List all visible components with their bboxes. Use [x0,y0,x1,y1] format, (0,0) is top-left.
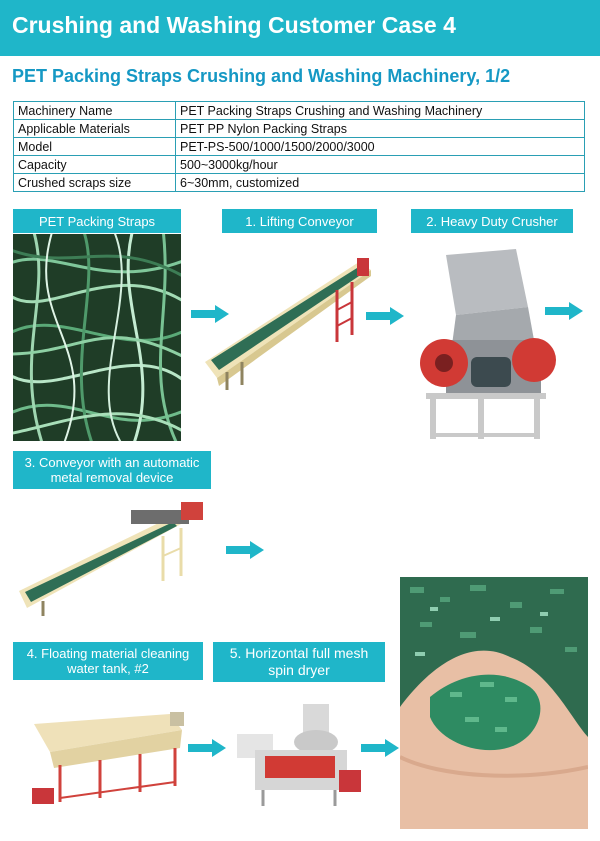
label-step-4 [13,642,203,680]
arrow-right-icon [545,302,583,325]
label-step-5-line1: 5. Horizontal full mesh [229,645,369,661]
spec-key: Model [14,138,176,156]
label-step-2 [411,209,573,233]
spec-key: Machinery Name [14,102,176,120]
table-row [14,120,585,138]
crushed-flakes-photo [400,577,588,829]
spec-key: Applicable Materials [14,120,176,138]
spin-dryer-photo [235,700,365,810]
pet-straps-photo [13,234,181,441]
arrow-right-icon [188,739,226,762]
table-row [14,156,585,174]
metal-removal-conveyor-photo [13,496,213,621]
water-tank-photo [30,710,192,812]
header-banner [0,0,600,56]
spec-table [13,101,585,192]
label-step-4-line1: 4. Floating material cleaning [26,646,190,661]
label-step-3 [13,451,211,489]
label-step-2-text: 2. Heavy Duty Crusher [426,213,558,229]
spec-value: PET-PS-500/1000/1500/2000/3000 [176,138,585,156]
arrow-right-icon [361,739,399,762]
spec-key: Capacity [14,156,176,174]
spec-value: PET PP Nylon Packing Straps [176,120,585,138]
page-title: Crushing and Washing Customer Case 4 [12,12,456,38]
spec-value: 6~30mm, customized [176,174,585,192]
label-step-4-line2: water tank, #2 [67,661,149,676]
table-row [14,102,585,120]
label-step-3-line1: 3. Conveyor with an automatic [24,455,200,470]
table-row [14,138,585,156]
label-step-5 [213,642,385,682]
spec-key: Crushed scraps size [14,174,176,192]
label-step-1 [222,209,377,233]
label-step-3-line2: metal removal device [50,470,174,485]
lifting-conveyor-photo [197,250,382,400]
section-subtitle: PET Packing Straps Crushing and Washing Machinery, 1/2 [12,66,511,86]
arrow-right-icon [366,307,404,330]
label-raw-material [13,209,181,233]
heavy-duty-crusher-photo [416,245,556,442]
label-step-5-line2: spin dryer [268,662,330,678]
spec-value: 500~3000kg/hour [176,156,585,174]
label-step-1-text: 1. Lifting Conveyor [245,213,354,229]
label-raw-material-text: PET Packing Straps [38,213,156,229]
arrow-right-icon [226,541,264,564]
spec-value: PET Packing Straps Crushing and Washing Machinery [176,102,585,120]
table-row [14,174,585,192]
